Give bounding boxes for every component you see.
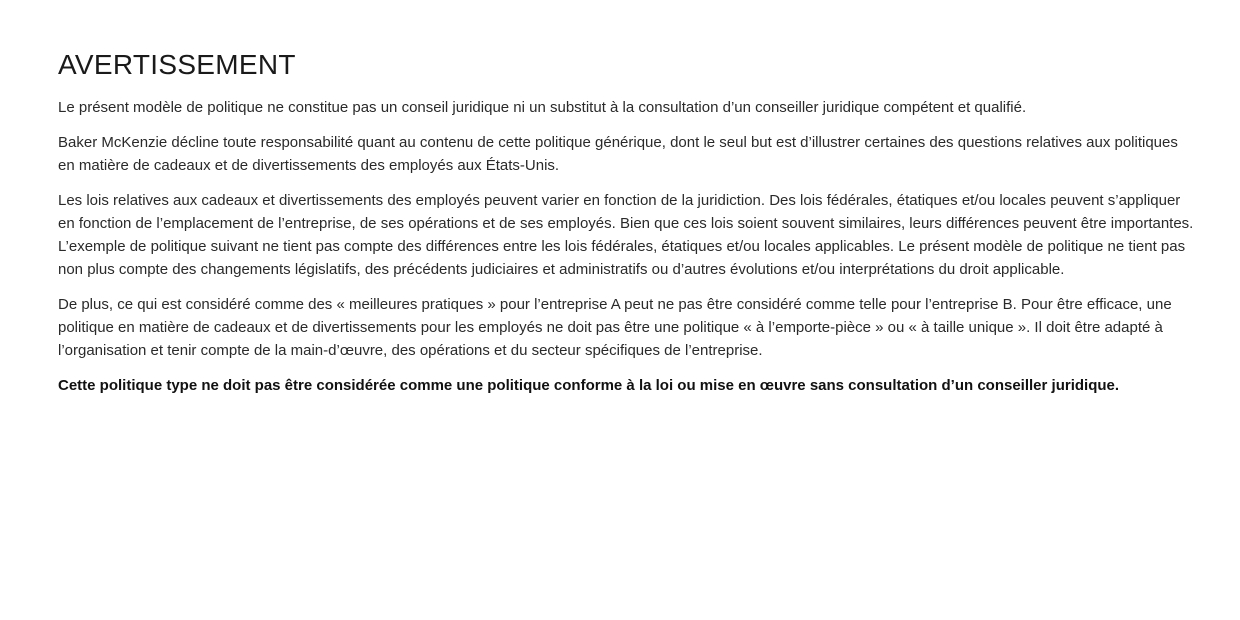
disclaimer-paragraph-4: De plus, ce qui est considéré comme des « meilleures pratiques » pour l’entreprise A peut ne pas être considéré comme telle pour l’entreprise B. Pour être efficace, une politique en matière de cadeaux et de divertissements pour les employés ne doit pas être une politique « à l’emporte-pièce » ou « à taille unique ». Il doit être adapté à l’organisation et tenir compte de la main-d’œuvre, des opérations et du secteur spécifiques de l’entreprise. [58, 295, 1172, 359]
disclaimer-paragraph-1: Le présent modèle de politique ne constitue pas un conseil juridique ni un substitut à la consultation d’un conseiller juridique compétent et qualifié. [58, 98, 1027, 116]
disclaimer-paragraph-3: Les lois relatives aux cadeaux et divertissements des employés peuvent varier en fonction de la juridiction. Des lois fédérales, étatiques et/ou locales peuvent s’appliquer en fonction de l’emplacement de l’entreprise, de ses opérations et de ses employés. Bien que ces lois soient souvent similaires, leurs différences peuvent être importantes. L’exemple de politique suivant ne tient pas compte des différences entre les lois fédérales, étatiques et/ou locales applicables. Le présent modèle de politique ne tient pas non plus compte des changements législatifs, des précédents judiciaires et administratifs ou d’autres évolutions et/ou interprétations du droit applicable. [58, 191, 1194, 278]
disclaimer-section [58, 48, 1198, 409]
disclaimer-title: AVERTISSEMENT [58, 49, 296, 80]
disclaimer-paragraph-2: Baker McKenzie décline toute responsabilité quant au contenu de cette politique générique, dont le seul but est d’illustrer certaines des questions relatives aux politiques en matière de cadeaux et de divertissements des employés aux États-Unis. [58, 133, 1178, 174]
disclaimer-closing-statement: Cette politique type ne doit pas être considérée comme une politique conforme à la loi ou mise en œuvre sans consultation d’un conseiller juridique. [58, 376, 1120, 394]
